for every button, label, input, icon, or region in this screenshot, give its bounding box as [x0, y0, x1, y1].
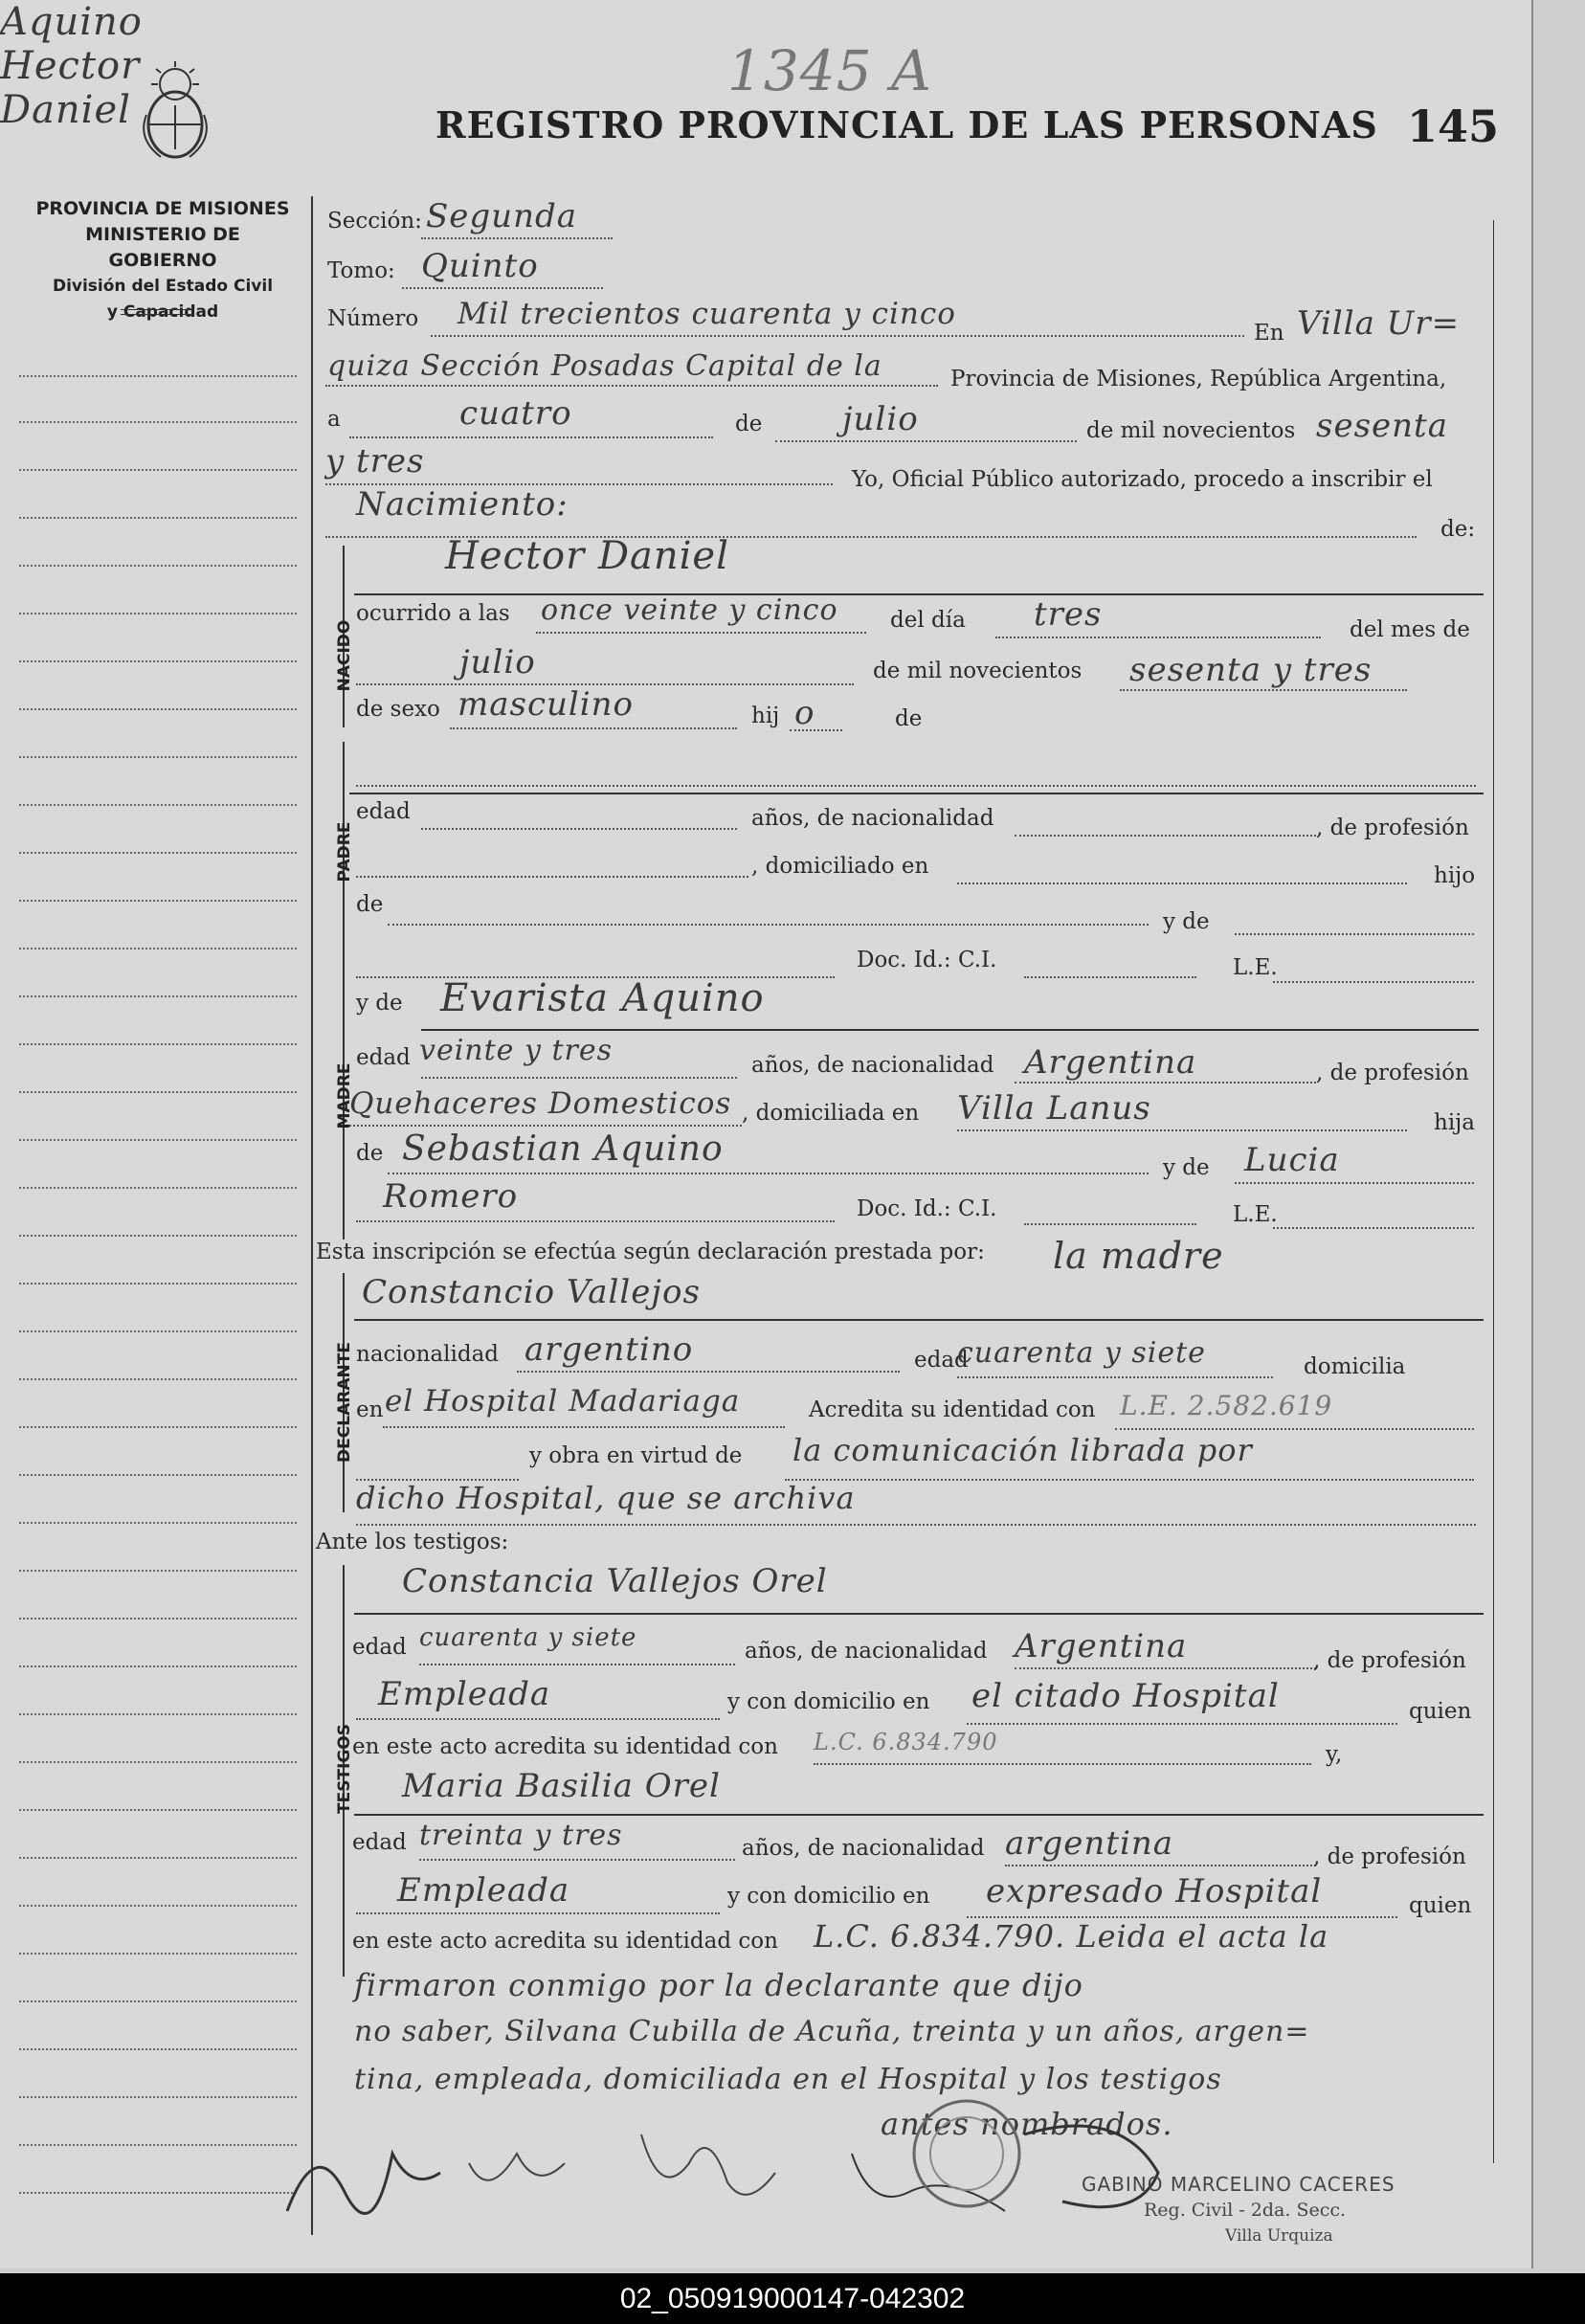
padre-nacionalidad-label: años, de nacionalidad — [751, 806, 994, 831]
page-title: REGISTRO PROVINCIAL DE LAS PERSONAS — [435, 103, 1378, 146]
mother-nationality-value: Argentina — [1024, 1043, 1197, 1082]
mother-mother-value-2: Romero — [383, 1177, 519, 1216]
de-colon-label: de: — [1440, 517, 1476, 542]
witness-2-domicilio-label: y con domicilio en — [727, 1884, 930, 1909]
division-line-1: División del Estado Civil — [52, 277, 274, 296]
province-text: Provincia de Misiones, República Argentina, — [950, 367, 1447, 391]
madre-le-label: L.E. — [1233, 1202, 1278, 1227]
declarante-obra-value: la comunicación librada por — [792, 1432, 1253, 1468]
mother-father-value: Sebastian Aquino — [402, 1129, 724, 1169]
padre-y-de-label: y de — [1163, 909, 1210, 934]
coat-of-arms-icon — [132, 57, 218, 163]
witness-2-nationality-value: argentina — [1005, 1824, 1174, 1863]
witness-2-nacionalidad-label: años, de nacionalidad — [742, 1836, 985, 1861]
stamp-place: Villa Urquiza — [1225, 2226, 1333, 2246]
birth-day-value: tres — [1034, 595, 1103, 634]
ocurrido-label: ocurrido a las — [356, 601, 510, 626]
declarante-age-value: cuarenta y siete — [957, 1336, 1206, 1370]
record-year-value: sesenta — [1316, 407, 1448, 445]
closing-line-1: firmaron conmigo por la declarante que dijo — [354, 1967, 1083, 2003]
nacido-de-label: de — [895, 706, 923, 731]
declarante-nacionalidad-label: nacionalidad — [356, 1342, 500, 1367]
nacido-section-label: NACIDO — [335, 619, 354, 692]
witness-1-y-label: y, — [1326, 1742, 1343, 1767]
division-line-2: y Capacidad — [106, 302, 219, 322]
witness-1-domicilio-label: y con domicilio en — [727, 1689, 930, 1714]
padre-le-label: L.E. — [1233, 955, 1278, 980]
handwritten-record-number: 1345 A — [727, 38, 932, 103]
declarante-id-value: L.E. 2.582.619 — [1120, 1390, 1333, 1421]
seccion-value: Segunda — [426, 197, 578, 235]
signatures-icon — [278, 2096, 1187, 2240]
madre-y-de-label: y de — [356, 991, 403, 1016]
witness-2-acredita-label: en este acto acredita su identidad con — [352, 1929, 778, 1954]
mother-name-value: Evarista Aquino — [440, 976, 765, 1020]
declarante-nationality-value: argentino — [525, 1330, 694, 1369]
padre-doc-label: Doc. Id.: C.I. — [857, 948, 997, 972]
date-a-label: a — [327, 407, 341, 432]
declarante-address-value: el Hospital Madariaga — [385, 1384, 741, 1419]
mother-address-value: Villa Lanus — [957, 1089, 1151, 1128]
stamp-office: Reg. Civil - 2da. Secc. — [1144, 2200, 1347, 2221]
record-year-value-2: y tres — [325, 442, 425, 480]
madre-nacionalidad-label: años, de nacionalidad — [751, 1053, 994, 1078]
witness-2-profesion-label: , de profesión — [1313, 1844, 1466, 1869]
madre-doc-label: Doc. Id.: C.I. — [857, 1196, 997, 1221]
witness-2-profession-value: Empleada — [397, 1871, 570, 1910]
padre-de-label: de — [356, 892, 384, 917]
numero-value: Mil trecientos cuarenta y cinco — [458, 297, 956, 331]
witness-2-id-value: L.C. 6.834.790. Leida el acta la — [814, 1918, 1329, 1955]
declaracion-text: Esta inscripción se efectúa según declaración prestada por: — [316, 1240, 985, 1264]
main-right-border — [1493, 220, 1494, 2163]
madre-y-de2-label: y de — [1163, 1155, 1210, 1180]
declarante-domicilia-label: domicilia — [1304, 1354, 1406, 1379]
padre-hijo-label: hijo — [1434, 863, 1476, 888]
witness-1-acredita-label: en este acto acredita su identidad con — [352, 1734, 778, 1759]
closing-line-3: tina, empleada, domiciliada en el Hospital y los testigos — [354, 2063, 1222, 2096]
declaracion-value: la madre — [1053, 1235, 1224, 1277]
padre-edad-label: edad — [356, 799, 411, 824]
date-de-label: de — [735, 412, 763, 436]
witness-2-age-value: treinta y tres — [419, 1819, 623, 1852]
image-id-footer: 02_050919000147-042302 — [0, 2273, 1585, 2324]
closing-line-4: antes nombrados. — [881, 2106, 1173, 2142]
declarante-name-line — [354, 1319, 1484, 1321]
mother-profession-value: Quehaceres Domesticos — [349, 1086, 732, 1121]
witness-1-profession-value: Empleada — [378, 1675, 551, 1713]
main-left-border — [311, 196, 313, 2235]
issuing-office — [29, 196, 297, 325]
nacido-bottom-line — [349, 793, 1484, 794]
witness-2-edad-label: edad — [352, 1830, 407, 1855]
en-label: En — [1254, 321, 1284, 346]
closing-line-2: no saber, Silvana Cubilla de Acuña, treinta y un años, argen= — [354, 2015, 1310, 2048]
declarante-section-label: DECLARANTE — [335, 1342, 354, 1463]
office-divider — [121, 309, 193, 310]
madre-domicilio-label: , domiciliada en — [742, 1101, 920, 1126]
witness-1-age-value: cuarenta y siete — [419, 1623, 637, 1652]
padre-profesion-label: , de profesión — [1316, 816, 1469, 840]
en-value: Villa Ur= — [1297, 304, 1461, 343]
province-name: PROVINCIA DE MISIONES — [35, 198, 290, 219]
witness-1-profesion-label: , de profesión — [1313, 1648, 1466, 1673]
mother-age-value: veinte y tres — [419, 1034, 613, 1067]
witness-2-name-line — [354, 1814, 1484, 1816]
record-month-value: julio — [842, 400, 919, 438]
tomo-label: Tomo: — [327, 258, 395, 283]
child-name-value: Hector Daniel — [445, 534, 729, 578]
hijo-value: o — [794, 694, 815, 732]
witness-1-id-value: L.C. 6.834.790 — [814, 1729, 998, 1755]
office-divider — [121, 314, 193, 315]
inscribe-text: Yo, Oficial Público autorizado, procedo a inscribir el — [852, 467, 1433, 492]
declarante-acredita-label: Acredita su identidad con — [809, 1397, 1096, 1422]
locality-value: quiza Sección Posadas Capital de la — [327, 349, 882, 383]
testigos-section-label: TESTIGOS — [335, 1723, 354, 1815]
seccion-label: Sección: — [327, 209, 422, 234]
sexo-label: de sexo — [356, 697, 440, 722]
witness-1-nationality-value: Argentina — [1015, 1627, 1188, 1665]
witness-1-name-value: Constancia Vallejos Orel — [402, 1562, 828, 1600]
nacido-line — [354, 593, 1484, 595]
numero-label: Número — [327, 306, 419, 331]
madre-de-label: de — [356, 1141, 384, 1166]
birth-month-value: julio — [459, 643, 536, 682]
birth-hour-value: once veinte y cinco — [541, 593, 838, 627]
declarante-edad-label: edad — [914, 1348, 969, 1373]
act-type-value: Nacimiento: — [356, 485, 569, 524]
witness-2-address-value: expresado Hospital — [986, 1872, 1323, 1911]
page-number: 145 — [1407, 101, 1500, 152]
record-day-value: cuatro — [459, 394, 572, 433]
padre-domicilio-label: , domiciliado en — [751, 854, 929, 879]
margin-given-name-2: Daniel — [0, 88, 131, 132]
ante-testigos-label: Ante los testigos: — [316, 1530, 509, 1554]
del-dia-label: del día — [890, 608, 966, 633]
del-mes-label: del mes de — [1350, 617, 1470, 642]
witness-1-nacionalidad-label: años, de nacionalidad — [745, 1639, 988, 1664]
witness-2-name-value: Maria Basilia Orel — [402, 1767, 721, 1805]
witness-1-name-line — [354, 1613, 1484, 1615]
ministry-name: MINISTERIO DE GOBIERNO — [85, 224, 240, 271]
hijo-label: hij — [751, 704, 780, 728]
madre-name-line — [421, 1029, 1479, 1031]
madre-hija-label: hija — [1434, 1110, 1476, 1135]
tomo-value: Quinto — [421, 247, 539, 285]
birth-year-value: sesenta y tres — [1129, 651, 1373, 689]
margin-given-name-1: Hector — [0, 44, 141, 88]
madre-edad-label: edad — [356, 1045, 411, 1070]
witness-2-quien-label: quien — [1409, 1893, 1472, 1918]
witness-1-quien-label: quien — [1409, 1699, 1472, 1724]
declarante-en-label: en — [356, 1397, 384, 1422]
declarante-obra-label: y obra en virtud de — [529, 1443, 743, 1468]
record-year-text: de mil novecientos — [1086, 418, 1296, 443]
margin-surname: Aquino — [0, 0, 143, 44]
madre-section-label: MADRE — [335, 1062, 354, 1129]
birth-year-text: de mil novecientos — [873, 659, 1083, 683]
sexo-value: masculino — [458, 685, 635, 724]
madre-profesion-label: , de profesión — [1316, 1061, 1469, 1085]
stamp-name: GABINO MARCELINO CACERES — [1082, 2173, 1395, 2196]
witness-1-address-value: el citado Hospital — [971, 1677, 1280, 1715]
declarante-obra-value-2: dicho Hospital, que se archiva — [356, 1480, 856, 1516]
witness-1-edad-label: edad — [352, 1635, 407, 1660]
mother-mother-value: Lucia — [1244, 1141, 1340, 1179]
padre-section-label: PADRE — [335, 821, 354, 883]
declarante-name-value: Constancio Vallejos — [362, 1273, 701, 1311]
